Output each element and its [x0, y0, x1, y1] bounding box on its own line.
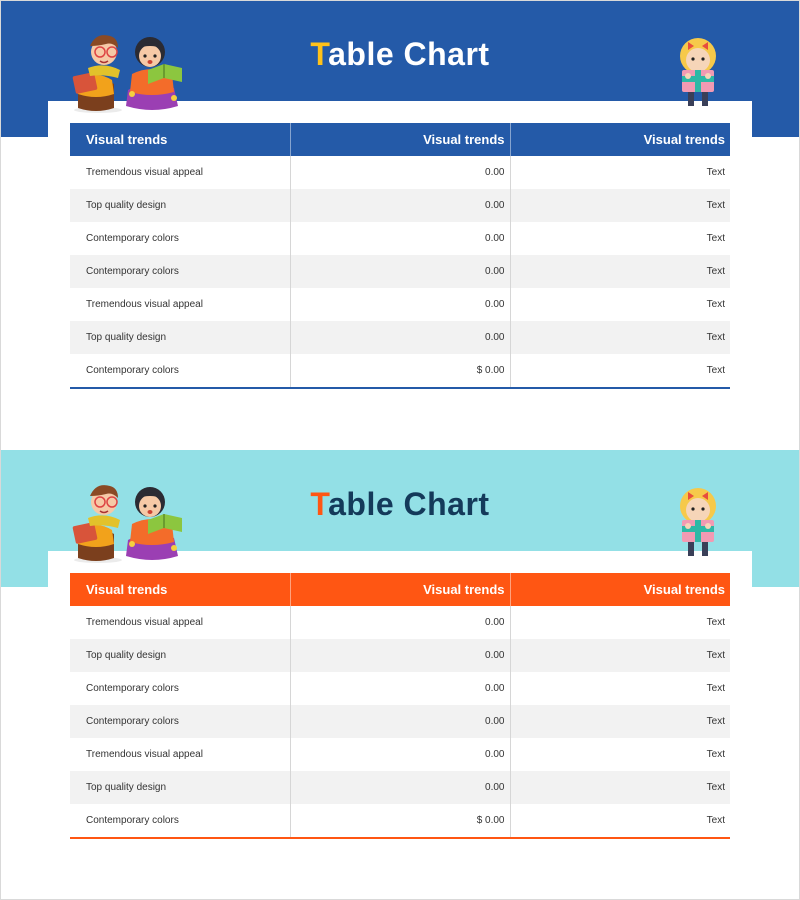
table-cell: Contemporary colors [70, 672, 290, 705]
data-table [70, 573, 730, 839]
table-cell: Text [706, 233, 725, 244]
column-header: Visual trends [510, 573, 730, 606]
table-cell: 0.00 [290, 288, 510, 321]
page-title [0, 36, 800, 76]
table-cell: 0.00 [290, 255, 510, 288]
table-row [70, 288, 730, 321]
title-first-letter: T [310, 36, 329, 72]
table-row [70, 639, 730, 672]
table-cell: Top quality design [70, 189, 290, 222]
table-cell: 0.00 [290, 639, 510, 672]
table-cell: Text [510, 189, 730, 222]
table-row [70, 222, 730, 255]
table-cell: Top quality design [70, 771, 290, 804]
table-row [70, 321, 730, 354]
column-header: Visual trends [290, 123, 510, 156]
table-cell: Contemporary colors [70, 354, 290, 388]
title-rest: able Chart [328, 36, 490, 72]
table-row [70, 771, 730, 804]
table-cell: $ 0.00 [290, 354, 510, 388]
table-cell: Contemporary colors [70, 222, 290, 255]
table-cell: 0.00 [290, 189, 510, 222]
table-cell: Text [706, 167, 725, 178]
table-cell: Text [510, 804, 730, 838]
table-cell: Text [706, 617, 725, 628]
table-cell: 0.00 [290, 738, 510, 771]
table-cell: 0.00 [290, 672, 510, 705]
table-cell: Top quality design [70, 321, 290, 354]
table-cell: Text [706, 683, 725, 694]
page-title [0, 486, 800, 526]
table-row [70, 738, 730, 771]
table-cell: 0.00 [290, 771, 510, 804]
table-cell: Contemporary colors [70, 255, 290, 288]
column-header: Visual trends [70, 123, 290, 156]
table-chart-section-cyan [0, 450, 800, 900]
table-cell: 0.00 [290, 321, 510, 354]
table-cell: 0.00 [290, 156, 510, 189]
title-first-letter: T [310, 486, 329, 522]
table-cell: Text [510, 639, 730, 672]
table-row [70, 189, 730, 222]
table-cell: 0.00 [290, 705, 510, 738]
table-row [70, 606, 730, 639]
table-cell: Top quality design [70, 639, 290, 672]
table-row [70, 354, 730, 388]
column-header: Visual trends [70, 573, 290, 606]
table-cell: Tremendous visual appeal [70, 288, 290, 321]
table-header-row [70, 123, 730, 156]
title-rest: able Chart [328, 486, 490, 522]
table-cell: Text [510, 771, 730, 804]
table-cell: Text [510, 255, 730, 288]
table-cell: Contemporary colors [70, 705, 290, 738]
column-header: Visual trends [290, 573, 510, 606]
table-row [70, 804, 730, 838]
table-cell: Tremendous visual appeal [70, 738, 290, 771]
table-cell: Tremendous visual appeal [70, 606, 290, 639]
data-table [70, 123, 730, 389]
table-cell: Text [510, 321, 730, 354]
table-cell: Text [706, 299, 725, 310]
table-row [70, 156, 730, 189]
table-row [70, 255, 730, 288]
table-row [70, 705, 730, 738]
table-cell: 0.00 [290, 606, 510, 639]
table-cell: 0.00 [290, 222, 510, 255]
table-cell: Text [510, 705, 730, 738]
table-cell: Text [706, 749, 725, 760]
table-cell: Contemporary colors [70, 804, 290, 838]
table-row [70, 672, 730, 705]
table-cell: $ 0.00 [290, 804, 510, 838]
table-header-row [70, 573, 730, 606]
column-header: Visual trends [510, 123, 730, 156]
table-cell: Text [510, 354, 730, 388]
table-cell: Tremendous visual appeal [70, 156, 290, 189]
